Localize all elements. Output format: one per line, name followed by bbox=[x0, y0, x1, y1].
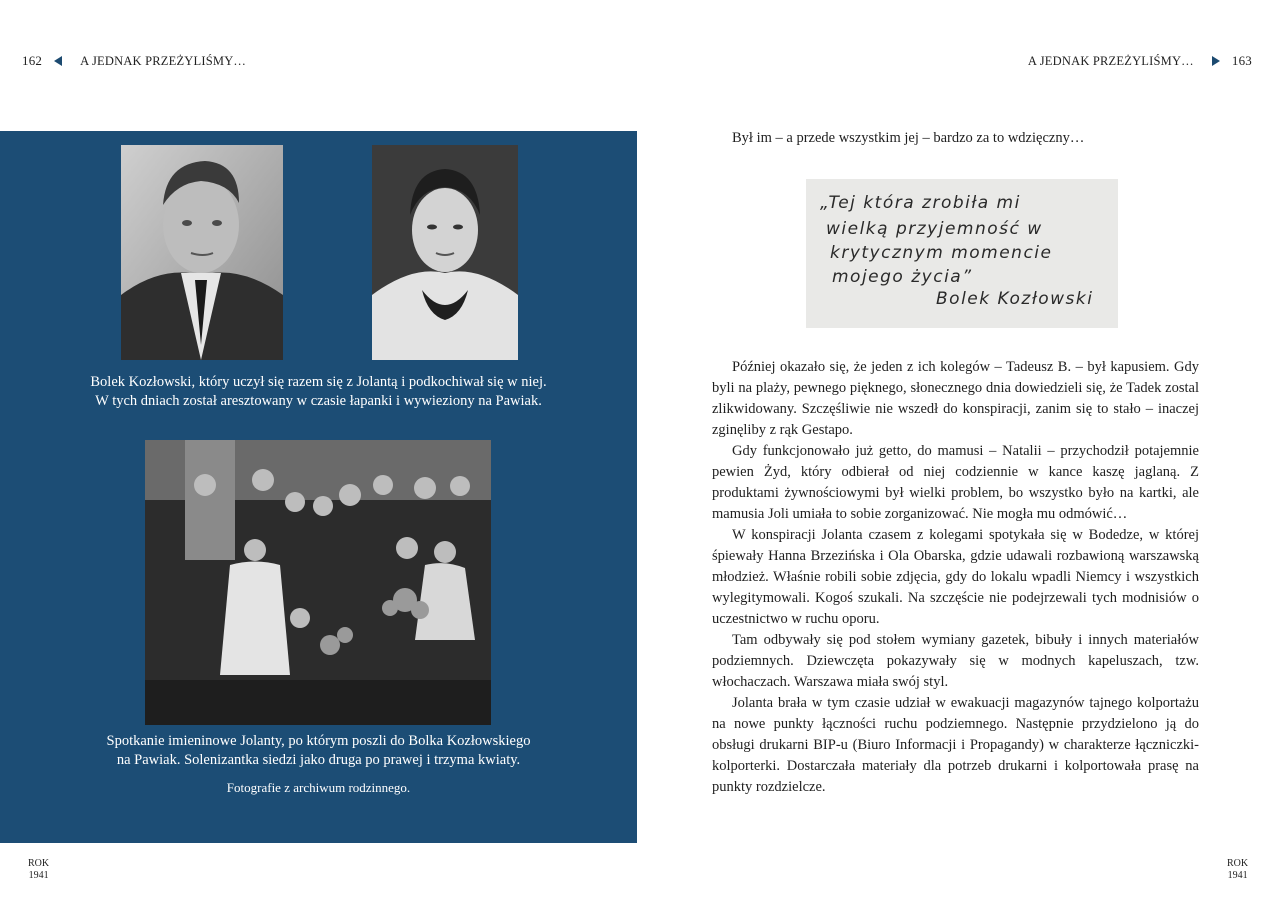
left-running-title: A JEDNAK PRZEŻYLIŚMY… bbox=[80, 53, 247, 68]
caption-bolek-line-1: Bolek Kozłowski, który uczył się razem się z Jolantą i podkochiwał się w niej. bbox=[90, 374, 547, 390]
left-page-number: 162 bbox=[22, 53, 43, 68]
handwritten-line-1: „Tej która zrobiła mi bbox=[820, 193, 1021, 213]
right-year-label: ROK bbox=[1227, 858, 1249, 869]
photo-credit: Fotografie z archiwum rodzinnego. bbox=[226, 780, 411, 795]
triangle-left-icon bbox=[54, 56, 62, 66]
body-text bbox=[712, 357, 1199, 798]
left-year: 1941 bbox=[28, 870, 49, 881]
right-year: 1941 bbox=[1227, 870, 1248, 881]
paragraph-5: Jolanta brała w tym czasie udział w ewakuacji magazynów tajnego kolportażu na nowe punkty łączności ruchu podziemnego. Następnie przydzielono ją do obsługi drukarni BIP-u (Biuro Informacji i Propagandy) w charakterze łączniczki-kolporterki. Dostarczała materiały dla potrzeb drukarni i kolportowała prasę na punkty rozdzielcze. bbox=[712, 695, 1199, 795]
left-running-head bbox=[22, 53, 246, 69]
paragraph-3: W konspiracji Jolanta czasem z kolegami spotykała się w Bodedze, w której śpiewały Hanna Brzezińska i Ola Obarska, gdzie udawali rozbawioną warszawską młodzież. Właśnie robili sobie zdjęcia, gdy do lokalu wpadli Niemcy i wszystkich wylegitymowali. Kogoś szukali. Na szczęście nie podejrzewali tych modnisiów o uczestnictwo w ruchu oporu. bbox=[712, 527, 1199, 627]
photo-bolek-portrait bbox=[121, 145, 283, 360]
intro-line: Był im – a przede wszystkim jej – bardzo za to wdzięczny… bbox=[732, 130, 1085, 146]
paragraph-1: Później okazało się, że jeden z ich kolegów – Tadeusz B. – był kapusiem. Gdy byli na plaży, pewnego pięknego, słonecznego dnia dowiedzieli się, że Tadek zostal zlikwidowany. Szczęśliwie nie wszedł do konspiracji, zanim się to stało – inaczej zginęliby z rąk Gestapo. bbox=[712, 359, 1199, 438]
right-year-marker bbox=[1227, 858, 1248, 882]
photo-panel bbox=[0, 131, 637, 843]
left-year-label: ROK bbox=[28, 858, 50, 869]
photo-jolanta-portrait bbox=[372, 145, 518, 360]
caption-party-line-1: Spotkanie imieninowe Jolanty, po którym poszli do Bolka Kozłowskiego bbox=[106, 733, 531, 749]
handwritten-signature: Bolek Kozłowski bbox=[936, 289, 1094, 309]
caption-bolek-line-2: W tych dniach został aresztowany w czasie łapanki i wywieziony na Pawiak. bbox=[95, 393, 542, 409]
handwritten-line-3: krytycznym momencie bbox=[830, 243, 1053, 263]
right-page-number: 163 bbox=[1231, 53, 1252, 68]
paragraph-4: Tam odbywały się pod stołem wymiany gazetek, bibuły i innych materiałów podziemnych. Dziewczęta pokazywały się w modnych kapeluszach, tzw. włochaczach. Warszawa miała swój styl. bbox=[712, 632, 1199, 690]
right-running-title: A JEDNAK PRZEŻYLIŚMY… bbox=[1027, 53, 1194, 68]
triangle-right-icon bbox=[1212, 56, 1220, 66]
right-running-head bbox=[1028, 53, 1252, 69]
handwritten-line-4: mojego życia” bbox=[832, 267, 973, 287]
handwritten-line-2: wielką przyjemność w bbox=[826, 219, 1043, 239]
caption-party bbox=[40, 732, 597, 770]
paragraph-2: Gdy funkcjonowało już getto, do mamusi – Natalii – przychodził potajemnie pewien Żyd, który odbierał od niej codziennie w kance kaszę jaglaną. Z produktami żywnościowymi był wielki problem, bo wszystko było na kartki, ale mamusia Joli umiała to sobie zorganizować. Nie mogła mu odmówić… bbox=[712, 443, 1199, 522]
caption-bolek bbox=[40, 373, 597, 411]
caption-party-line-2: na Pawiak. Solenizantka siedzi jako druga po prawej i trzyma kwiaty. bbox=[116, 752, 521, 768]
left-year-marker bbox=[28, 858, 49, 882]
photo-name-day-party bbox=[145, 440, 491, 725]
handwritten-dedication bbox=[806, 179, 1118, 328]
